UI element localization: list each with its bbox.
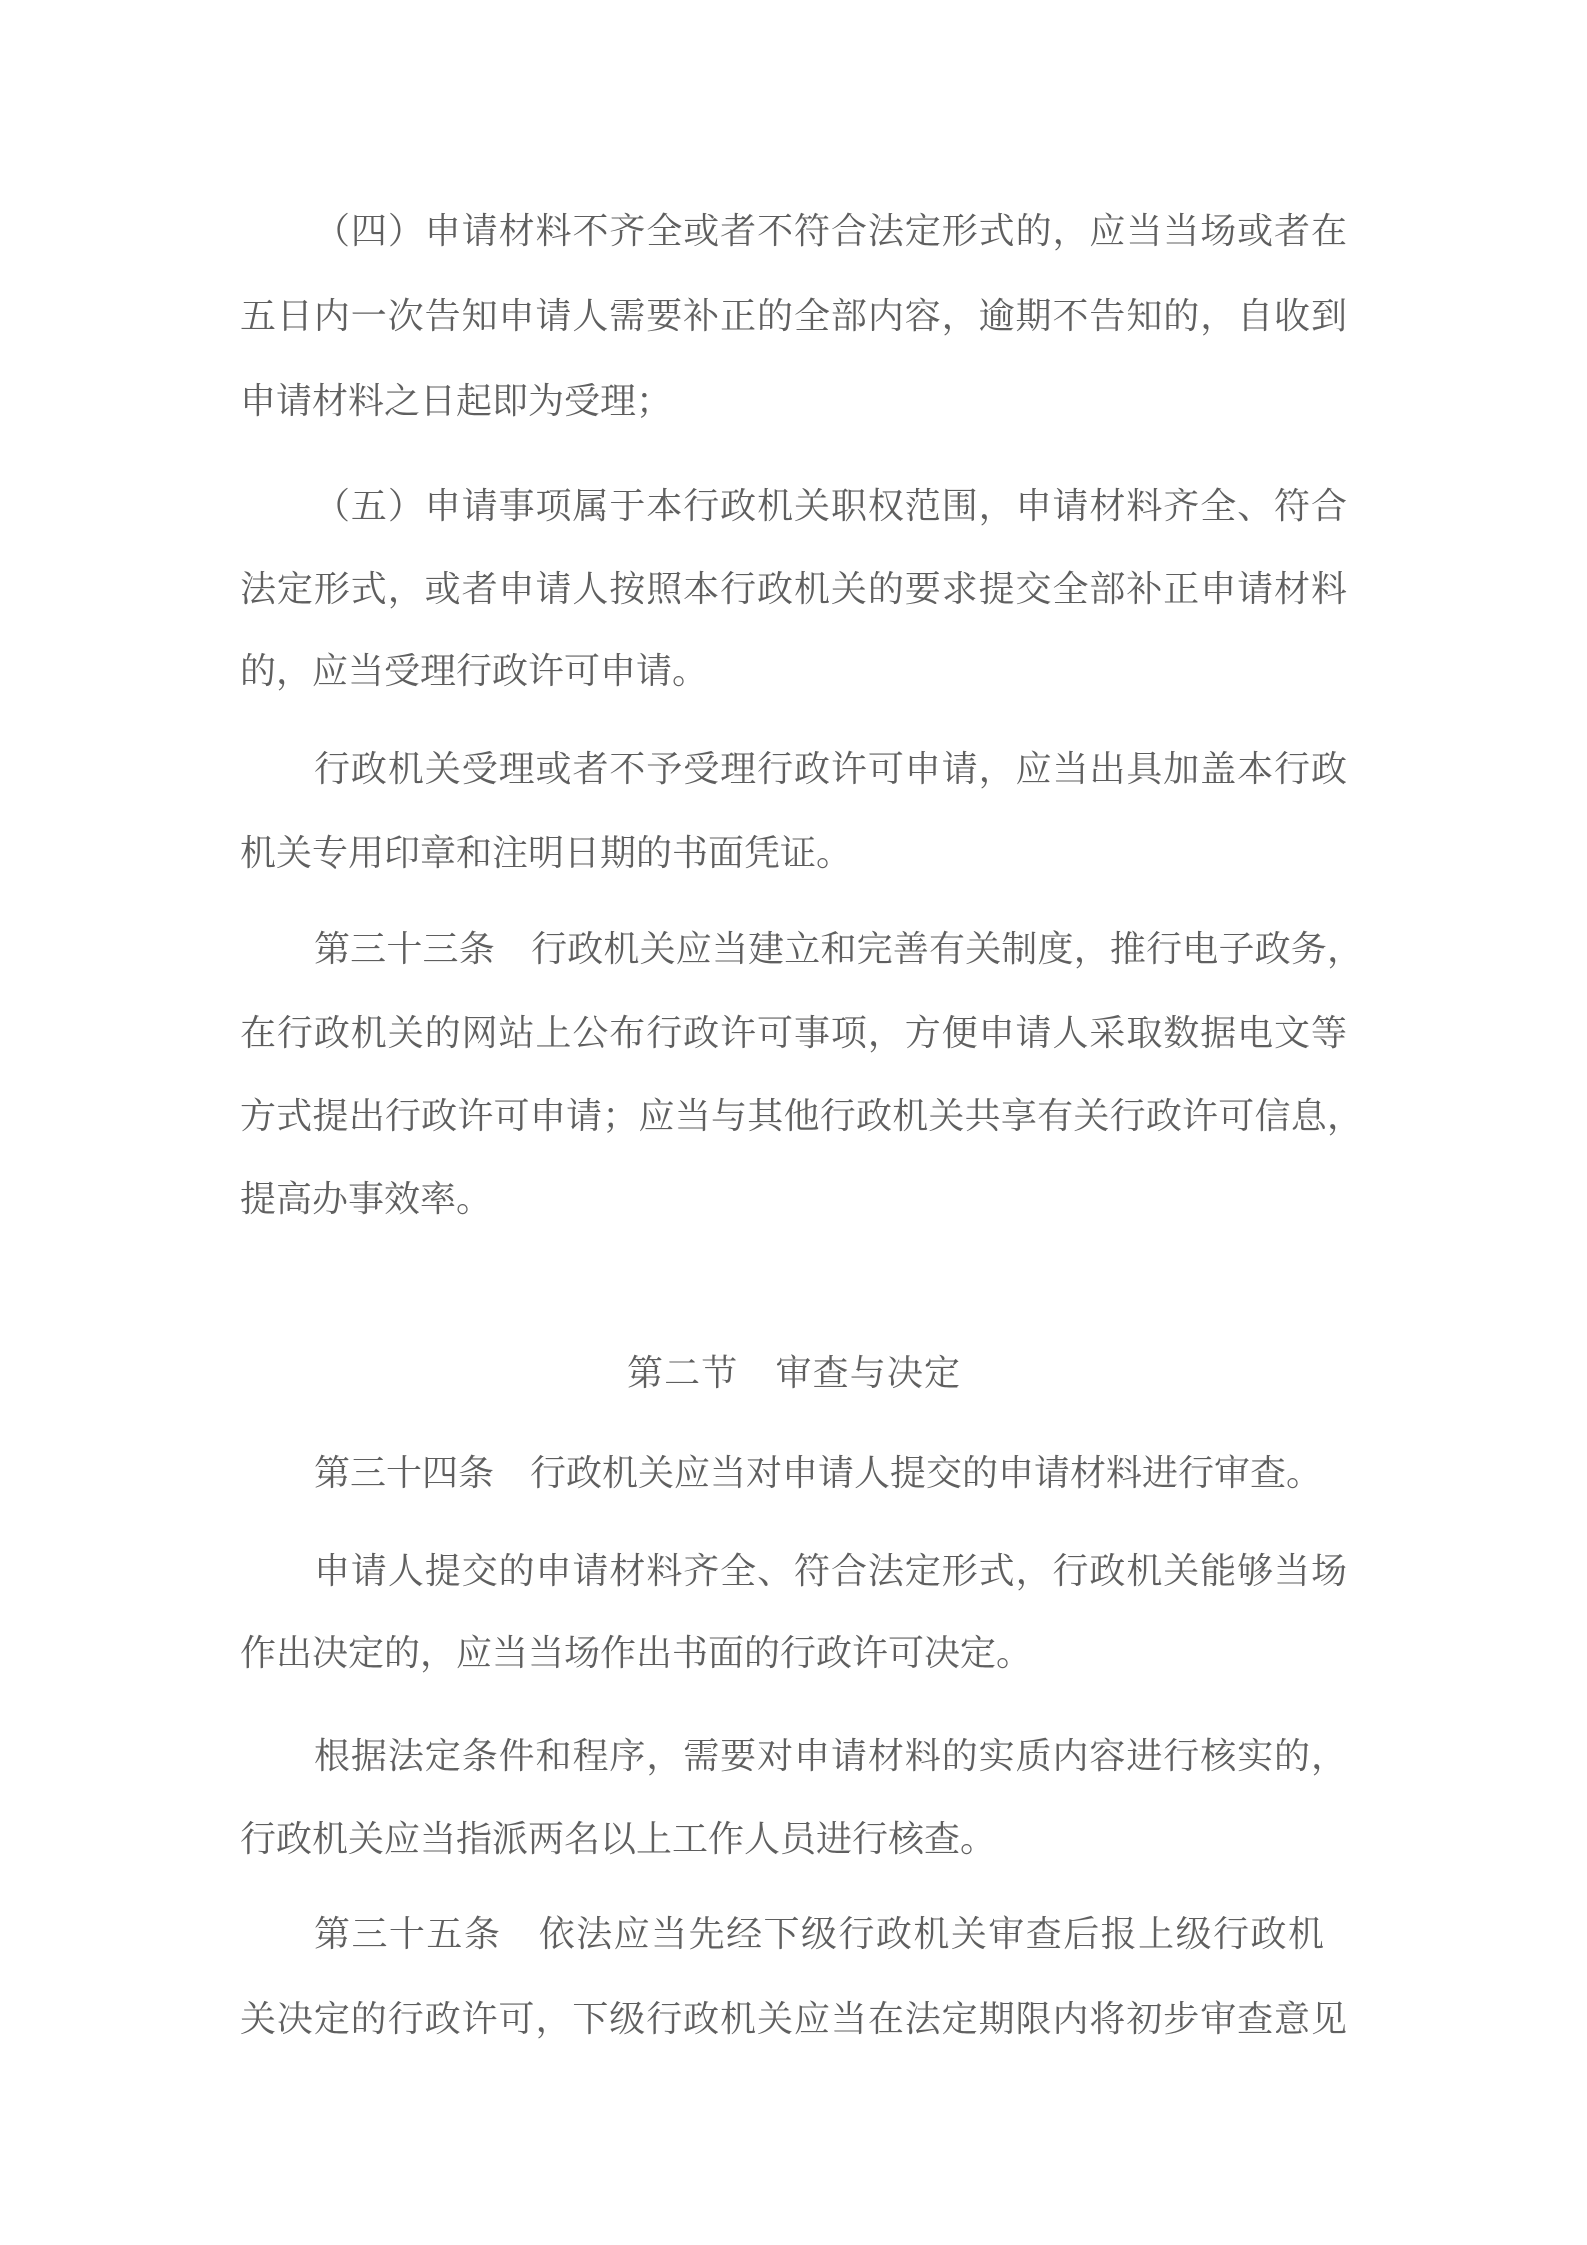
paragraph-item-5-line-1: （五）申请事项属于本行政机关职权范围，申请材料齐全、符合	[314, 486, 1347, 527]
article-33-line-2: 在行政机关的网站上公布行政许可事项，方便申请人采取数据电文等	[240, 1013, 1347, 1054]
article-label: 第三十四条	[314, 1453, 495, 1494]
paragraph-item-4-line-1: （四）申请材料不齐全或者不符合法定形式的，应当当场或者在	[314, 211, 1347, 252]
article-label: 第三十五条	[314, 1914, 502, 1955]
paragraph-certificate-line-1: 行政机关受理或者不予受理行政许可申请，应当出具加盖本行政	[314, 749, 1347, 790]
paragraph-item-4-line-3: 申请材料之日起即为受理；	[240, 381, 673, 422]
article-34-para-2-line-2: 作出决定的，应当当场作出书面的行政许可决定。	[240, 1633, 1033, 1674]
paragraph-certificate-line-2: 机关专用印章和注明日期的书面凭证。	[240, 833, 853, 874]
article-35-line-1: 第三十五条 依法应当先经下级行政机关审查后报上级行政机	[314, 1914, 1324, 1955]
article-34-para-3-line-2: 行政机关应当指派两名以上工作人员进行核查。	[240, 1819, 997, 1860]
article-33-line-3: 方式提出行政许可申请；应当与其他行政机关共享有关行政许可信息，	[240, 1096, 1363, 1137]
article-34-para-3-line-1: 根据法定条件和程序，需要对申请材料的实质内容进行核实的，	[314, 1736, 1347, 1777]
section-number: 第二节	[627, 1353, 739, 1394]
section-title: 审查与决定	[774, 1353, 960, 1394]
article-35-line-2: 关决定的行政许可，下级行政机关应当在法定期限内将初步审查意见	[240, 1999, 1347, 2040]
article-label: 第三十三条	[314, 929, 495, 970]
article-34-line-1: 第三十四条 行政机关应当对申请人提交的申请材料进行审查。	[314, 1453, 1323, 1494]
paragraph-item-4-line-2: 五日内一次告知申请人需要补正的全部内容，逾期不告知的，自收到	[240, 296, 1347, 337]
section-heading	[627, 1351, 960, 1397]
paragraph-item-5-line-2: 法定形式，或者申请人按照本行政机关的要求提交全部补正申请材料	[240, 569, 1347, 610]
paragraph-item-5-line-3: 的，应当受理行政许可申请。	[240, 651, 709, 692]
article-33-line-4: 提高办事效率。	[240, 1179, 493, 1220]
article-34-para-2-line-1: 申请人提交的申请材料齐全、符合法定形式，行政机关能够当场	[314, 1551, 1347, 1592]
article-33-line-1: 第三十三条 行政机关应当建立和完善有关制度，推行电子政务，	[314, 929, 1363, 970]
